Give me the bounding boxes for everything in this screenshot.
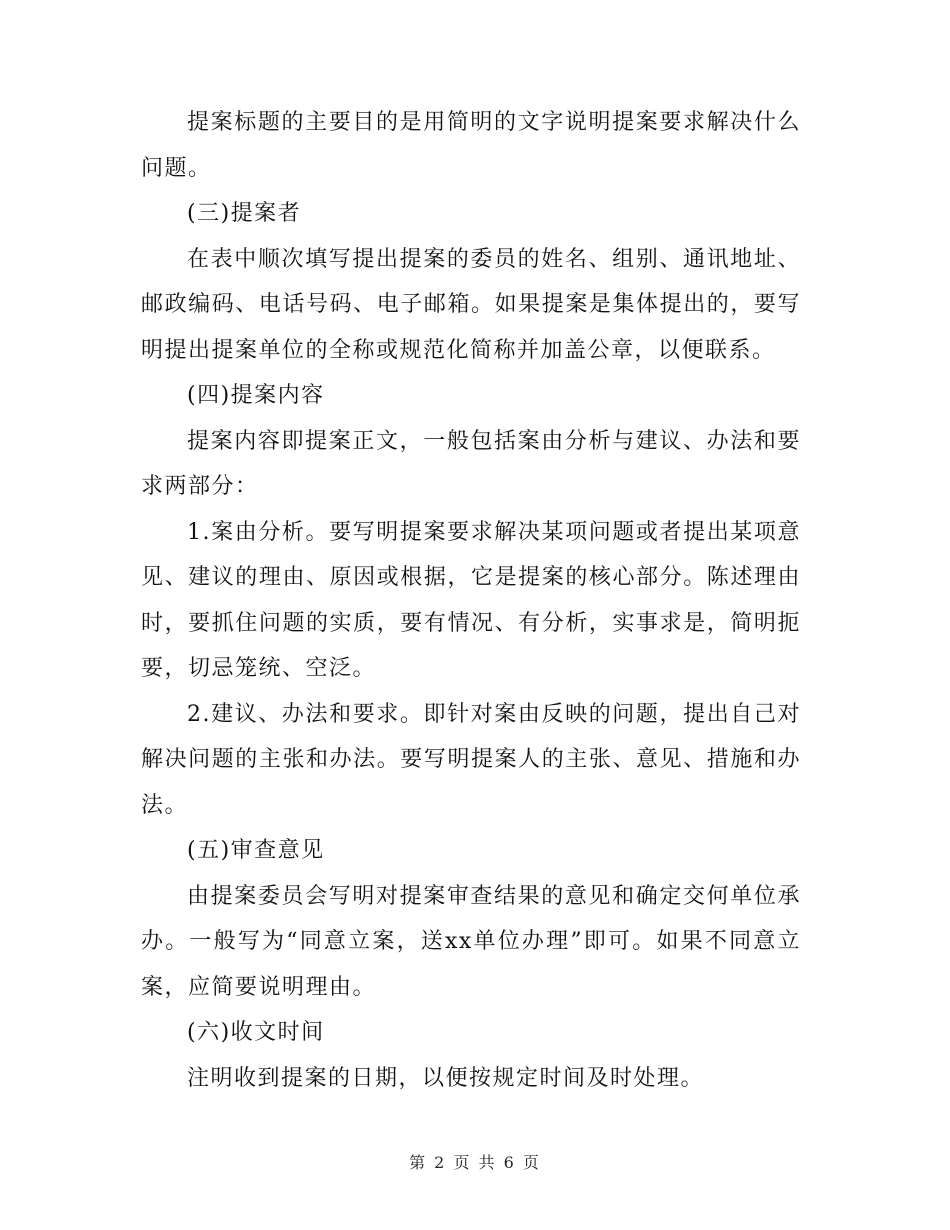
section-heading-receipt-time: (六)收文时间: [187, 1020, 325, 1045]
paragraph-content-intro: 提案内容即提案正文，一般包括案由分析与建议、办法和要求两部分：: [141, 428, 801, 499]
paragraph-proposer-info: 在表中顺次填写提出提案的委员的姓名、组别、通讯地址、邮政编码、电话号码、电子邮箱。如果提案是集体提出的，要写明提出提案单位的全称或规范化简称并加盖公章，以便联系。: [141, 246, 801, 363]
paragraph-suggestions: 2.建议、办法和要求。即针对案由反映的问题，提出自己对解决问题的主张和办法。要写明提案人的主张、意见、措施和办法。: [141, 701, 801, 818]
section-heading-proposer: (三)提案者: [187, 201, 302, 226]
section-heading-content: (四)提案内容: [187, 383, 325, 408]
section-heading-review: (五)审查意见: [187, 838, 325, 863]
paragraph-receipt-time: 注明收到提案的日期，以便按规定时间及时处理。: [187, 1065, 705, 1091]
document-body: [141, 100, 801, 1101]
page-number-footer: 第 2 页 共 6 页: [409, 1153, 541, 1172]
paragraph-title-purpose: 提案标题的主要目的是用简明的文字说明提案要求解决什么问题。: [141, 110, 801, 181]
paragraph-review-opinion: 由提案委员会写明对提案审查结果的意见和确定交何单位承办。一般写为“同意立案，送xx单位办理”即可。如果不同意立案，应简要说明理由。: [141, 883, 801, 1000]
paragraph-case-analysis: 1.案由分析。要写明提案要求解决某项问题或者提出某项意见、建议的理由、原因或根据，它是提案的核心部分。陈述理由时，要抓住问题的实质，要有情况、有分析，实事求是，简明扼要，切忌笼统、空泛。: [141, 519, 801, 681]
